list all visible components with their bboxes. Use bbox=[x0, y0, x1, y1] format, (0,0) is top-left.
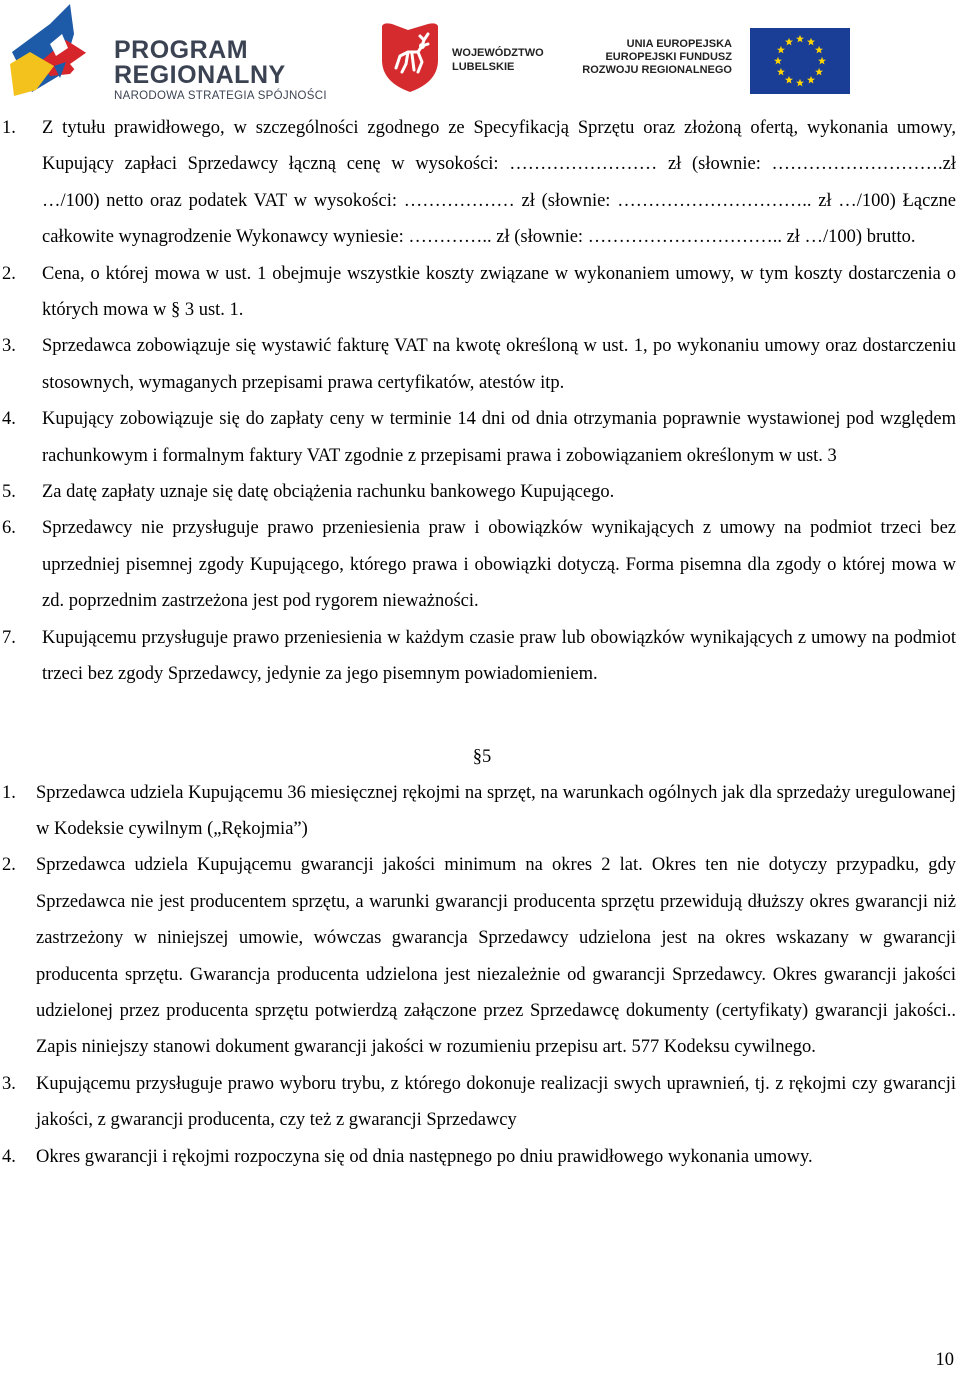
program-title-line1: PROGRAM bbox=[114, 36, 249, 64]
list-item bbox=[0, 256, 960, 329]
item-number: 1. bbox=[2, 782, 16, 803]
voivodeship-line1: WOJEWÓDZTWO bbox=[452, 47, 544, 59]
item-number: 3. bbox=[2, 336, 16, 357]
item-number: 7. bbox=[2, 627, 16, 648]
item-text: Kupujący zobowiązuje się do zapłaty ceny w terminie 14 dni od dnia otrzymania poprawnie wystawionej pod względem rachunkowym i formalnym faktury VAT zgodnie z przepisami prawa i zobowiązaniem określonym w ust. 3 bbox=[42, 409, 956, 466]
item-text: Sprzedawca udziela Kupującemu 36 miesięcznej rękojmi na sprzęt, na warunkach ogólnych jak dla sprzedaży uregulowanej w Kodeksie cywilnym („Rękojmia”) bbox=[36, 782, 956, 839]
item-text: Cena, o której mowa w ust. 1 obejmuje wszystkie koszty związane w wykonaniem umowy, w tym koszty dostarczenia o których mowa w § 3 ust. 1. bbox=[42, 263, 956, 321]
item-number: 4. bbox=[2, 409, 16, 430]
item-number: 2. bbox=[2, 263, 16, 284]
list-item bbox=[0, 474, 960, 510]
section-heading: §5 bbox=[472, 746, 492, 767]
eu-line3: ROZWOJU REGIONALNEGO bbox=[582, 64, 732, 76]
program-title-line2: REGIONALNY bbox=[114, 61, 286, 89]
item-number: 6. bbox=[2, 518, 16, 539]
item-number: 2. bbox=[2, 855, 16, 876]
list-item bbox=[0, 110, 960, 256]
wojewodztwo-lubelskie-logo bbox=[378, 22, 568, 94]
list-item bbox=[0, 847, 960, 1065]
list-item bbox=[0, 328, 960, 401]
item-text: Kupującemu przysługuje prawo wyboru trybu, z którego dokonuje realizacji swych uprawnień, tj. z rękojmi czy gwarancji jakości, z gwarancji producenta, czy też z gwarancji Sprzedawcy bbox=[36, 1073, 956, 1131]
list-item bbox=[0, 401, 960, 474]
item-number: 1. bbox=[2, 118, 16, 138]
item-number: 5. bbox=[2, 482, 16, 503]
eu-line2: EUROPEJSKI FUNDUSZ bbox=[605, 51, 732, 63]
lubelskie-coat-of-arms-icon bbox=[378, 22, 442, 94]
section-5-list bbox=[0, 775, 960, 1175]
eu-flag-icon bbox=[750, 28, 850, 94]
item-text: Sprzedawca zobowiązuje się wystawić fakturę VAT na kwotę określoną w ust. 1, po wykonaniu umowy oraz dostarczeniu stosownych, wymaganych przepisami prawa certyfikatów, atestów itp. bbox=[42, 336, 956, 393]
voivodeship-line2: LUBELSKIE bbox=[452, 61, 515, 73]
item-text: Sprzedawca udziela Kupującemu gwarancji jakości minimum na okres 2 lat. Okres ten nie dotyczy przypadku, gdy Sprzedawca nie jest producentem sprzętu, a warunki gwarancji producenta sprzętu przewidują dłuższy okres gwarancji niż zastrzeżony w niniejszej umowie, wówczas gwarancja Sprzedawcy udzielona jest na okres wskazany w gwarancji producenta sprzętu. Gwarancja producenta udzielona jest niezależnie od gwarancji Sprzedawcy. Okres gwarancji jakości udzielonej przez producenta sprzętu potwierdzą załączone przez Sprzedawcę dokumenty (certyfikaty) gwarancji jakości.. Zapis niniejszy stanowi dokument gwarancji jakości w rozumieniu przepisu art. 577 Kodeksu cywilnego. bbox=[36, 855, 956, 1058]
item-text: Sprzedawcy nie przysługuje prawo przeniesienia praw i obowiązków wynikających z umowy na podmiot trzeci bez uprzedniej pisemnej zgody Kupującego, którego prawa i obowiązki dotyczą. Forma pisemna dla zgody o której mowa w zd. poprzednim zastrzeżona jest pod rygorem nieważności. bbox=[42, 518, 956, 612]
list-item bbox=[0, 1066, 960, 1139]
item-text: Za datę zapłaty uznaje się datę obciążenia rachunku bankowego Kupującego. bbox=[42, 482, 615, 503]
section-4-list bbox=[0, 110, 960, 693]
document-body bbox=[0, 110, 960, 1175]
list-item bbox=[0, 775, 960, 848]
document-header bbox=[0, 0, 960, 108]
program-regionalny-logo bbox=[10, 4, 340, 104]
item-number: 4. bbox=[2, 1146, 16, 1167]
eu-line1: UNIA EUROPEJSKA bbox=[626, 38, 732, 50]
list-item bbox=[0, 510, 960, 619]
item-text: Z tytułu prawidłowego, w szczególności zgodnego ze Specyfikacją Sprzętu oraz złożoną ofertą, wykonania umowy, Kupujący zapłaci Sprzedawcy łączną cenę w wysokości: …………………… zł (słownie: ……………………….zł …/100) netto oraz podatek VAT w wysokości: ……………… zł (słownie: ………………………….. zł …/100) Łączne całkowite wynagrodzenie Wykonawcy wyniesie: ………….. zł (słownie: ………………………….. zł …/100) brutto. bbox=[42, 118, 956, 248]
program-regionalny-emblem-icon bbox=[10, 4, 110, 104]
item-number: 3. bbox=[2, 1073, 16, 1094]
list-item bbox=[0, 620, 960, 693]
program-subtitle: NARODOWA STRATEGIA SPÓJNOŚCI bbox=[114, 90, 327, 102]
item-text: Okres gwarancji i rękojmi rozpoczyna się od dnia następnego po dniu prawidłowego wykonania umowy. bbox=[36, 1146, 813, 1167]
eu-logo bbox=[582, 28, 850, 94]
page-number: 10 bbox=[935, 1350, 954, 1370]
item-text: Kupującemu przysługuje prawo przeniesienia w każdym czasie praw lub obowiązków wynikających z umowy na podmiot trzeci bez zgody Sprzedawcy, jedynie za jego pisemnym powiadomieniem. bbox=[42, 627, 956, 685]
list-item bbox=[0, 1139, 960, 1175]
